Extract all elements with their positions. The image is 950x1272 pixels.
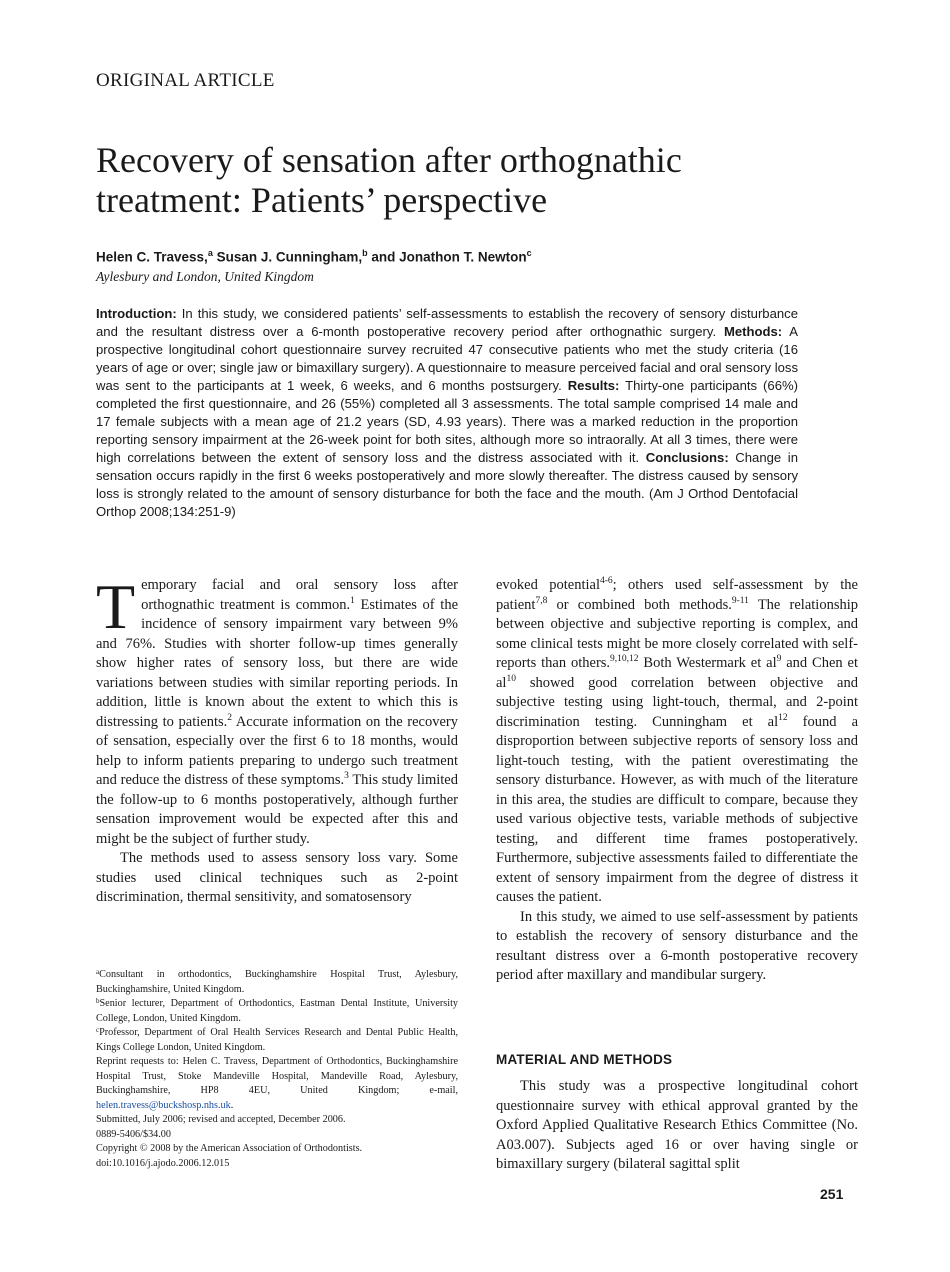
body-text: and Chen et al [496,655,858,691]
issn: 0889-5406/$34.00 [96,1128,171,1140]
body-text: Both Westermark et al [638,655,777,671]
email-link[interactable]: helen.travess@buckshosp.nhs.uk [96,1099,231,1111]
submission-dates: Submitted, July 2006; revised and accepted, December 2006. [96,1114,346,1125]
body-paragraph: In this study, we aimed to use self-assessment by patients to establish the recovery of sensory disturbance and the resultant distress over a 6-month postoperative recovery period after maxillary and mandibular surgery. [496,908,858,983]
body-paragraph [496,576,858,908]
body-paragraph: The methods used to assess sensory loss vary. Some studies used clinical techniques such as 2-point discrimination, thermal sensitivity, and somatosensory [96,850,458,905]
footnote-mark: c [96,1026,100,1034]
footnotes [96,968,458,1171]
citation-ref[interactable]: 9,10,12 [610,654,639,664]
body-text: or combined both methods. [547,596,732,613]
author-location: Aylesbury and London, United Kingdom [96,269,314,284]
title-line-2: treatment: Patients’ perspective [96,180,548,220]
methods-body [496,1077,858,1175]
body-text: showed good correlation between objective and subjective testing using light-touch, thermal, and 2-point discrimination testing. Cunningham et al [496,674,858,730]
citation-ref[interactable]: 12 [778,712,788,723]
author-mark: c [526,248,532,258]
author-list [96,248,532,265]
body-text: found a disproportion between subjective reports of sensory loss and light-touch testing, with the patient overestimating the sensory disturbance. However, as with much of the literature in this area, the studies are difficult to compare, because they used various objective tests, variable methods of subjective testing, and different time frames postoperatively. Furthermore, subjective assessments failed to differentiate the extent of sensory impairment from the degree of distress it causes the patient. [496,713,858,905]
footnote-text: Reprint requests to: Helen C. Travess, Department of Orthodontics, Buckinghamshire Hospital Trust, Stoke Mandeville Hospital, Mandeville Road, Aylesbury, Buckinghamshire, HP8 4EU, United Kingdom; e-mail, [96,1056,458,1096]
abstract-conclusions: Change in sensation occurs rapidly in the first 6 weeks postoperatively and more slowly thereafter. The distress caused by sensory loss is strongly related to the amount of sensory disturbance for both the face and the mouth. (Am J Orthod Dentofacial Orthop 2008;134:251-9) [96,450,798,519]
body-text: Accurate information on the recovery of sensation, especially over the first 6 to 18 months, would help to inform patients preparing to undergo such treatment and reduce the distress of these symptoms. [96,713,458,788]
footnote-mark: a [96,968,100,976]
abstract-conclusions-label: Conclusions: [645,450,729,465]
footnote-text: Senior lecturer, Department of Orthodontics, Eastman Dental Institute, University College, London, United Kingdom. [96,998,458,1024]
abstract-intro: In this study, we considered patients’ self-assessments to establish the recovery of sensory disturbance and the resultant distress over a 6-month postoperative recovery period after orthognathic surgery. [96,306,798,339]
body-text: ; others used self-assessment by the patient [496,577,858,613]
reprint-requests [96,1055,458,1113]
author-mark: a [207,248,213,258]
body-column-right [496,576,858,986]
doi[interactable]: doi:10.1016/j.ajodo.2006.12.015 [96,1157,230,1169]
body-paragraph [96,571,458,849]
body-text: emporary facial and oral sensory loss after orthognathic treatment is common. [141,577,458,613]
abstract-results: Thirty-one participants (66%) completed the first questionnaire, and 26 (55%) completed all 3 assessments. The total sample comprised 14 male and 17 female subjects with a mean age of 21.2 years (SD, 4.93 years). There was a marked reduction in the proportion reporting sensory impairment at the 26-week point for both sites, although more so intraorally. At all 3 times, there were high correlations between the extent of sensory loss and the distress associated with it. [96,378,798,465]
author-name: Susan J. Cunningham, [212,249,363,265]
body-paragraph: This study was a prospective longitudinal cohort questionnaire survey with ethical approval granted by the Oxford Applied Qualitative Research Ethics Committee (No. A03.007). Subjects aged 16 or over having single or bimaxillary surgery (bilateral sagittal split [496,1078,858,1172]
citation-ref[interactable]: 3 [344,771,349,781]
title-line-1: Recovery of sensation after orthognathic [96,140,682,180]
footnote [96,997,458,1026]
author-name: and Jonathon T. Newton [367,249,527,265]
footnote [96,1026,458,1055]
body-text: evoked potential [496,577,600,593]
body-text: Estimates of the incidence of sensory impairment vary between 9% and 76%. Studies with shorter follow-up times generally show higher rates of sensory loss, but there are wide variations between studies with similar reporting periods. In addition, little is known about the extent to which this is distressing to patients. [96,596,458,730]
page-number: 251 [820,1186,844,1202]
footnote [96,968,458,997]
abstract-methods-label: Methods: [723,324,783,339]
body-column-left [96,571,458,908]
author-name: Helen C. Travess, [96,249,208,265]
citation-ref[interactable]: 2 [227,712,233,723]
abstract [96,305,798,521]
citation-ref[interactable]: 10 [506,673,516,684]
abstract-methods: A prospective longitudinal cohort questionnaire survey recruited 47 consecutive patients who met the study criteria (16 years of age or over; single jaw or bimaxillary surgery). A questionnaire to measure perceived facial and oral sensory loss was sent to the participants at 1 week, 6 weeks, and 6 months postsurgery. [96,324,798,393]
author-mark: b [362,248,368,258]
drop-cap: T [96,571,136,642]
article-title [96,140,856,220]
section-heading: MATERIAL AND METHODS [496,1052,673,1067]
footnote-text: . [230,1099,234,1111]
citation-ref[interactable]: 9-11 [731,595,749,606]
citation-ref[interactable]: 4-6 [599,576,613,586]
copyright: Copyright © 2008 by the American Association of Orthodontists. [96,1143,363,1154]
footnote-text: Professor, Department of Oral Health Services Research and Dental Public Health, Kings College London, United Kingdom. [96,1027,458,1053]
body-text: The relationship between objective and subjective reporting is complex, and some clinical tests might be more closely correlated with self-reports than others. [496,596,858,671]
citation-ref[interactable]: 9 [776,654,782,664]
section-label: ORIGINAL ARTICLE [96,70,275,91]
abstract-intro-label: Introduction: [96,306,177,321]
footnote-text: Consultant in orthodontics, Buckinghamshire Hospital Trust, Aylesbury, Buckinghamshire, United Kingdom. [96,969,458,995]
footnote-mark: b [96,997,100,1005]
citation-ref[interactable]: 7,8 [535,595,548,606]
body-text: This study limited the follow-up to 6 months postoperatively, although further sensation improvement would be expected after this and might be the subject of further study. [96,772,458,847]
citation-ref[interactable]: 1 [350,595,355,606]
abstract-results-label: Results: [567,378,620,393]
